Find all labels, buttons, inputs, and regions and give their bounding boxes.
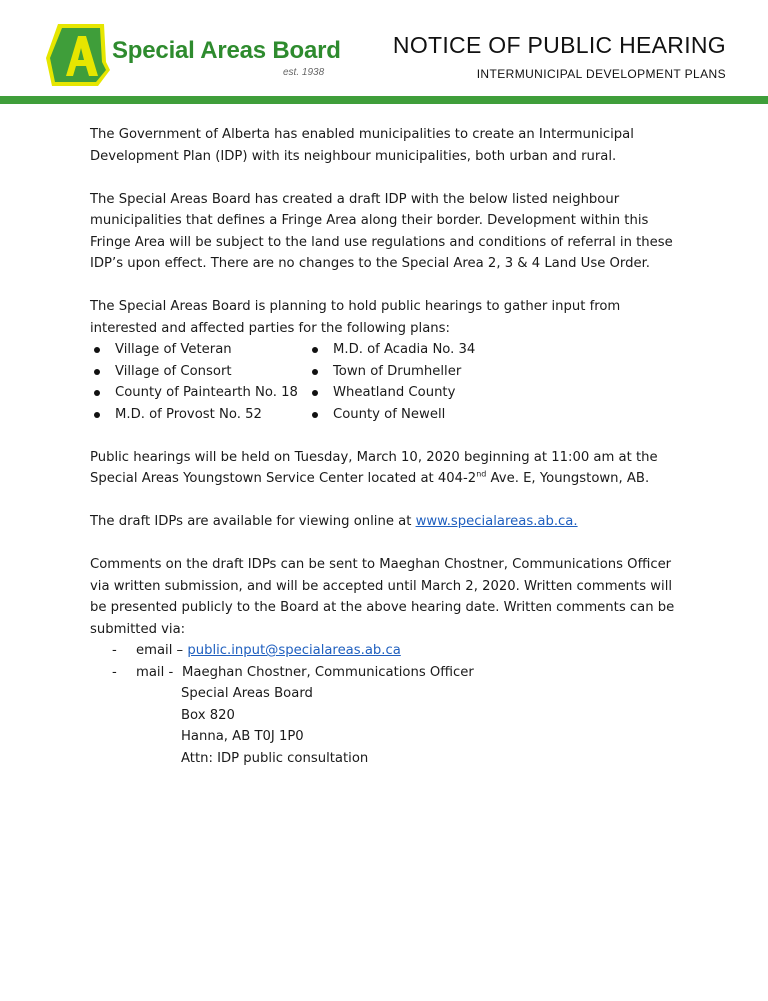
paragraph-draft-idp: The Special Areas Board has created a draft IDP with the below listed neighbour municipalities that defines a Fringe Area along their border. Development within this Fringe Area will be subject to the land use regulations and conditions of referral in these IDP’s upon effect. There are no changes to the Special Area 2, 3 & 4 Land Use Order.: [90, 191, 673, 271]
mail-recipient: Maeghan Chostner, Communications Officer: [182, 664, 474, 680]
mail-address-line: Hanna, AB T0J 1P0: [181, 729, 304, 744]
paragraph-online-viewing: [90, 511, 690, 533]
online-viewing-text: The draft IDPs are available for viewing online at: [90, 514, 416, 529]
plans-list: [90, 339, 690, 425]
page-header: [0, 0, 768, 96]
special-areas-board-logo: [44, 22, 341, 88]
plans-list-left: [90, 339, 308, 425]
notice-body: [90, 124, 690, 769]
paragraph-hearing-details: [90, 447, 690, 490]
list-item: Town of Drumheller: [308, 361, 475, 383]
list-item: Wheatland County: [308, 382, 475, 404]
mail-option: [90, 662, 690, 684]
alberta-map-logo-icon: [44, 22, 114, 88]
dash-bullet: -: [112, 664, 117, 680]
header-divider: [0, 96, 768, 104]
hearing-details-address: Ave. E, Youngstown, AB.: [486, 471, 650, 486]
logo-established: est. 1938: [283, 67, 325, 78]
email-label: email –: [136, 643, 188, 658]
list-item: M.D. of Acadia No. 34: [308, 339, 475, 361]
email-option-text: [136, 640, 401, 662]
notice-subtitle: INTERMUNICIPAL DEVELOPMENT PLANS: [476, 67, 726, 81]
list-item: M.D. of Provost No. 52: [90, 404, 308, 426]
notice-title: NOTICE OF PUBLIC HEARING: [392, 32, 726, 58]
mail-address-line: Box 820: [181, 707, 235, 723]
paragraph-comments: Comments on the draft IDPs can be sent to Maeghan Chostner, Communications Officer via written submission, and will be accepted until March 2, 2020. Written comments will be presented publicly to the Board at the above hearing date. Written comments can be submitted via:: [90, 557, 675, 637]
list-item: County of Paintearth No. 18: [90, 382, 308, 404]
logo-name: Special Areas Board: [112, 37, 341, 64]
list-item: Village of Consort: [90, 361, 308, 383]
paragraph-public-hearings-plan: The Special Areas Board is planning to hold public hearings to gather input from interested and affected parties for the following plans:: [90, 299, 621, 336]
email-link[interactable]: public.input@specialareas.ab.ca: [187, 643, 401, 658]
email-option: [90, 640, 690, 662]
list-item: County of Newell: [308, 404, 475, 426]
mail-address-line: Special Areas Board: [181, 686, 313, 701]
website-link[interactable]: www.specialareas.ab.ca.: [415, 514, 578, 529]
mail-address-line: Attn: IDP public consultation: [181, 750, 369, 766]
list-item: Village of Veteran: [90, 339, 308, 361]
mail-label: mail -: [136, 664, 174, 680]
submission-options: [90, 640, 690, 769]
plans-list-right: [308, 339, 475, 425]
hearing-details-text: Public hearings will be held on Tuesday, March 10, 2020 beginning at 11:00 am at the Special Areas Youngstown Service Center located at 404-2: [90, 449, 658, 486]
dash-bullet: -: [112, 643, 117, 658]
paragraph-idp-intro: The Government of Alberta has enabled municipalities to create an Intermunicipal Development Plan (IDP) with its neighbour municipalities, both urban and rural.: [90, 127, 634, 164]
ordinal-suffix: nd: [476, 469, 487, 479]
